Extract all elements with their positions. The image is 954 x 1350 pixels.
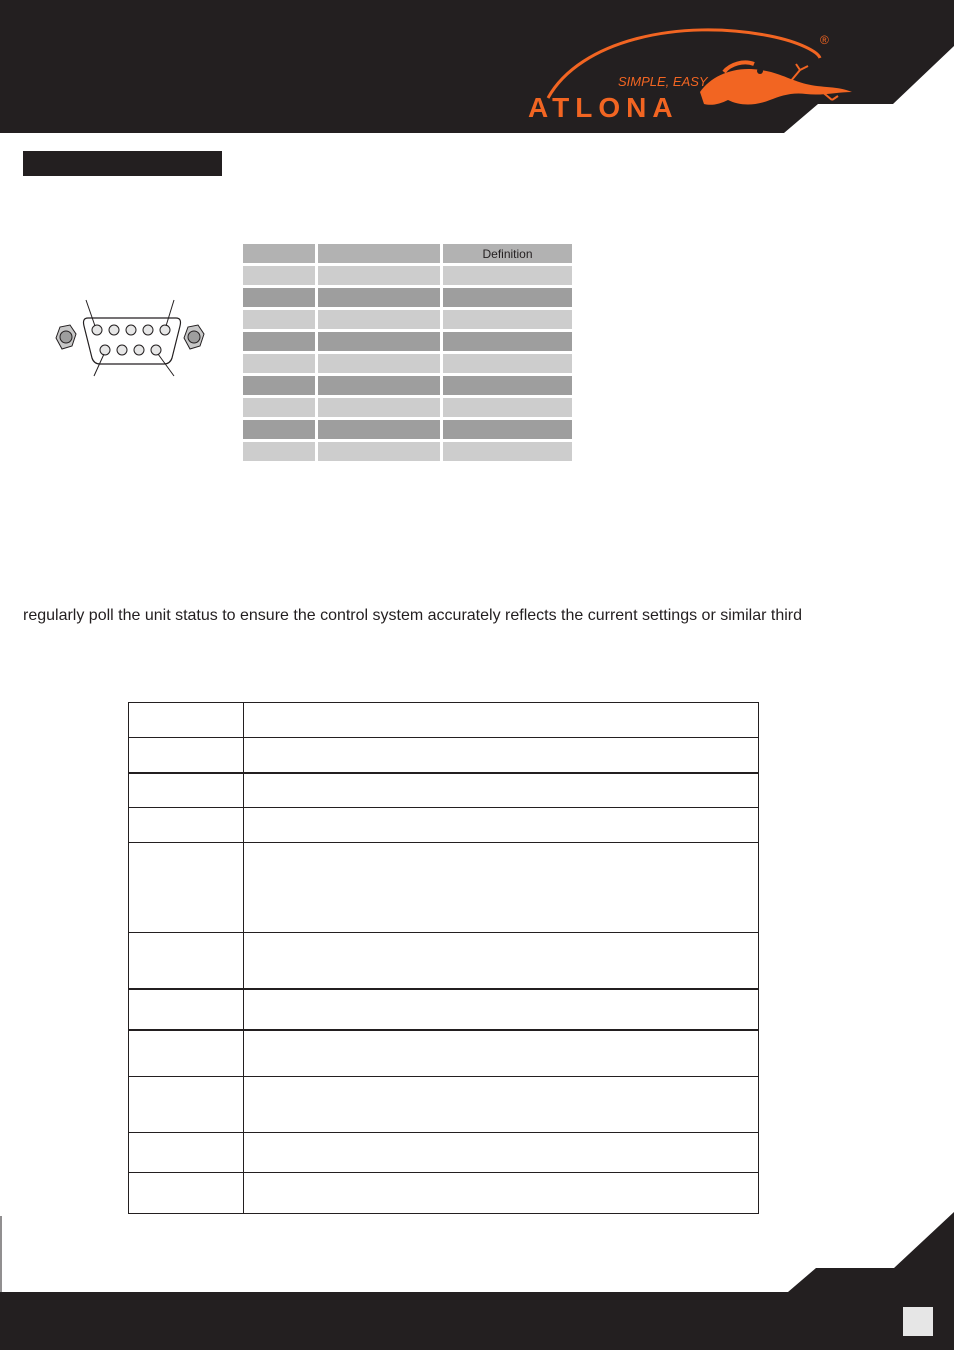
command-table-row xyxy=(129,808,759,843)
pin-header-cell xyxy=(243,244,315,263)
description-cell xyxy=(244,1077,759,1133)
pin-table-row xyxy=(243,442,572,461)
command-table-row xyxy=(129,1077,759,1133)
pin-table-row xyxy=(243,332,572,351)
command-table-row xyxy=(129,1133,759,1173)
header-band xyxy=(0,0,954,133)
db9-connector-diagram xyxy=(52,296,212,380)
page-number-box xyxy=(903,1307,933,1336)
logo-wordmark: ATLONA xyxy=(528,92,679,123)
command-cell xyxy=(129,1133,244,1173)
command-table-row xyxy=(129,703,759,738)
body-paragraph: regularly poll the unit status to ensure the control system accurately reflects the current settings or similar third xyxy=(23,607,803,624)
page-header xyxy=(0,0,954,140)
command-cell xyxy=(129,1077,244,1133)
description-cell xyxy=(244,1133,759,1173)
command-cell xyxy=(129,703,244,738)
command-cell xyxy=(129,843,244,933)
description-cell xyxy=(244,773,759,808)
logo-tagline: SIMPLE, EASY xyxy=(618,74,708,89)
command-table-row xyxy=(129,989,759,1030)
pin-header-definition: Definition xyxy=(440,244,572,263)
pin-table-row xyxy=(243,376,572,395)
command-table-row xyxy=(129,1030,759,1077)
command-cell xyxy=(129,1030,244,1077)
description-cell xyxy=(244,933,759,989)
command-cell xyxy=(129,1173,244,1214)
command-cell xyxy=(129,933,244,989)
command-cell xyxy=(129,989,244,1030)
command-table-row xyxy=(129,1173,759,1214)
command-table-row xyxy=(129,738,759,773)
command-cell xyxy=(129,738,244,773)
description-cell xyxy=(244,843,759,933)
description-cell xyxy=(244,1030,759,1077)
pin-table-row xyxy=(243,354,572,373)
pin-table-row xyxy=(243,288,572,307)
pin-table-row xyxy=(243,398,572,417)
pin-table-row xyxy=(243,420,572,439)
description-cell xyxy=(244,1173,759,1214)
description-cell xyxy=(244,808,759,843)
description-cell xyxy=(244,989,759,1030)
screw-left-icon xyxy=(56,325,76,349)
page-footer xyxy=(0,1210,954,1350)
command-table-row xyxy=(129,843,759,933)
pin-table-header xyxy=(243,244,572,263)
command-table xyxy=(128,702,759,1214)
description-cell xyxy=(244,738,759,773)
pin-table-row xyxy=(243,310,572,329)
section-title-bar xyxy=(23,151,222,176)
registered-mark: ® xyxy=(820,33,829,47)
command-cell xyxy=(129,773,244,808)
command-cell xyxy=(129,808,244,843)
pin-header-cell xyxy=(315,244,440,263)
pin-definition-table xyxy=(243,241,572,464)
command-table-row xyxy=(129,773,759,808)
command-table-row xyxy=(129,933,759,989)
description-cell xyxy=(244,703,759,738)
screw-right-icon xyxy=(184,325,204,349)
pin-table-row xyxy=(243,266,572,285)
footer-band xyxy=(0,1212,954,1350)
